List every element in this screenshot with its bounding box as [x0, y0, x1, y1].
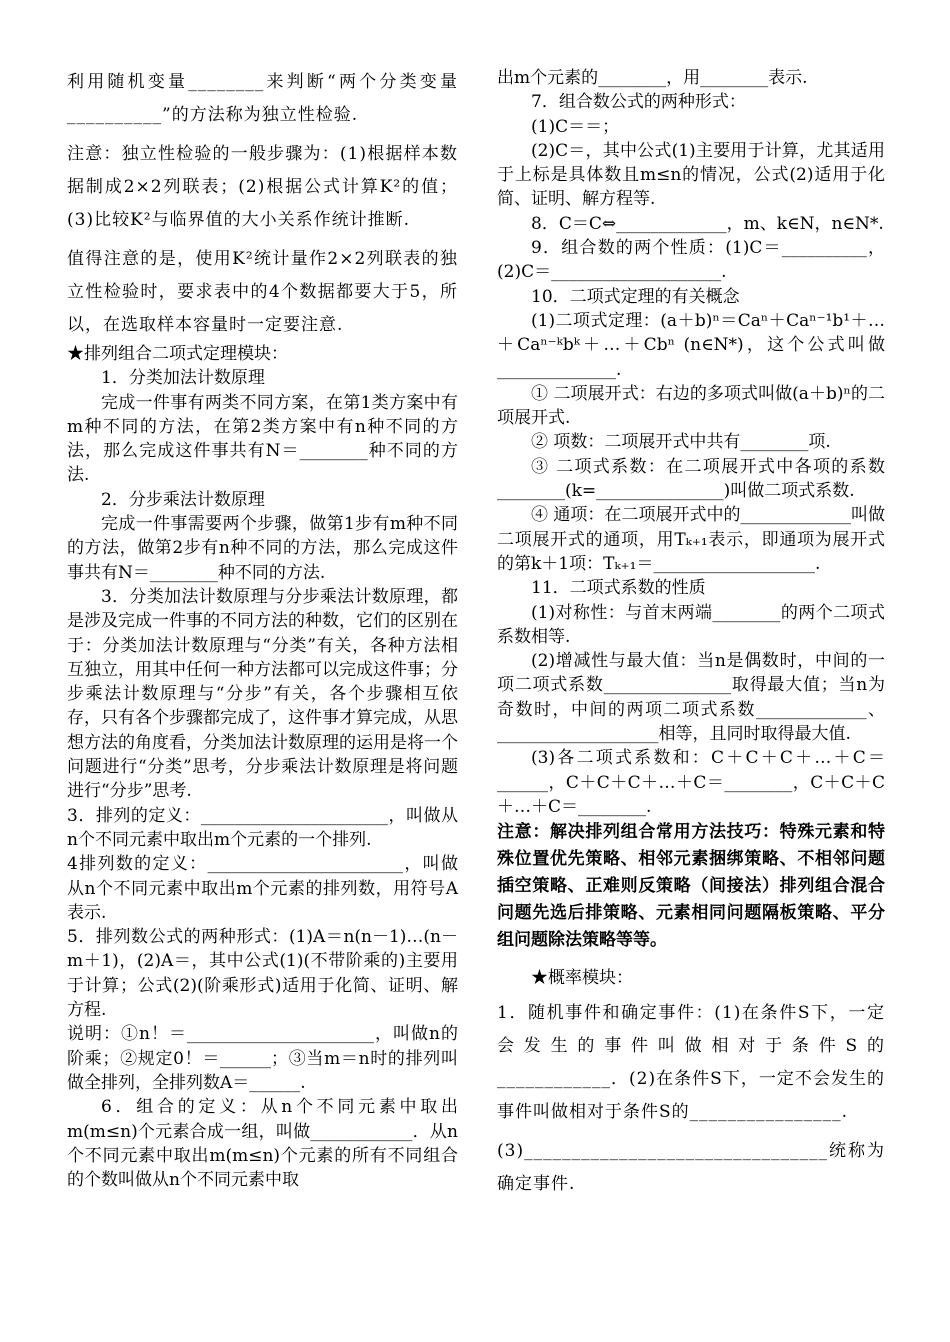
binomial-coefficient: ③ 二项式系数：在二项展开式中各项的系数________(k=_______________)叫做二项式系数.: [497, 456, 885, 502]
left-column: [67, 66, 458, 1192]
binomial-coefficient-properties-title: 11．二项式系数的性质: [531, 578, 706, 599]
factorial-note: 说明：①n！＝______________________，叫做n的阶乘；②规定0！＝______；③当m＝n时的排列叫做全排列，全排列数A＝______.: [67, 1024, 458, 1093]
independence-test-note: 值得注意的是，使用K²统计量作2×2列联表的独立性检验时，要求表中的4个数据都要大于5，所以，在选取样本容量时一定要注意.: [67, 249, 458, 335]
random-certain-events: 1．随机事件和确定事件：(1)在条件S下，一定会发生的事件叫做相对于条件S的____________．(2)在条件S下，一定不会发生的事件叫做相对于条件S的________________.: [497, 1002, 885, 1122]
combination-number-text: 出m个元素的________，用________表示.: [497, 68, 808, 88]
binomial-concepts-title: 10．二项式定理的有关概念: [531, 286, 740, 307]
module-heading-probability: ★概率模块：: [531, 968, 633, 989]
addition-principle-text: 完成一件事有两类不同方案，在第1类方案中有m种不同的方法，在第2类方案中有n种不同的方法，那么完成这件事共有N＝________种不同的方法.: [67, 392, 458, 486]
symmetry-property: (1)对称性：与首末两端________的两个二项式系数相等.: [497, 602, 885, 647]
binomial-theorem: (1)二项式定理：(a＋b)ⁿ＝Caⁿ＋Caⁿ⁻¹b¹＋…＋Caⁿ⁻ᵏbᵏ＋…＋Cbⁿ (n∈N*)，这个公式叫做______________.: [497, 310, 885, 380]
permutation-number-definition: 4排列数的定义：_______________________，叫做从n个不同元素中取出m个元素的排列数，用符号A表示.: [67, 854, 458, 923]
binomial-general-term: ④ 通项：在二项展开式中的_____________叫做二项展开式的通项，用Tₖ₊₁表示，即通项为展开式的第k＋1项：Tₖ₊₁＝___________________.: [497, 505, 885, 574]
addition-principle-title: 1．分类加法计数原理: [101, 368, 265, 389]
independence-test-steps: 注意：独立性检验的一般步骤为：(1)根据样本数据制成2×2列联表；(2)根据公式计算K²的值；(3)比较K²与临界值的大小关系作统计推断.: [67, 144, 458, 230]
combinatorics-strategies-note: 注意：解决排列组合常用方法技巧：特殊元素和特殊位置优先策略、相邻元素捆绑策略、不相邻问题插空策略、正难则反策略（间接法）排列组合混合问题先选后排策略、元素相同问题隔板策略、平分组问题除法策略等等。: [497, 822, 885, 951]
permutation-definition: 3．排列的定义：______________________，叫做从n个不同元素中取出m个元素的一个排列.: [67, 805, 458, 850]
multiplication-principle-text: 完成一件事需要两个步骤，做第1步有m种不同的方法，做第2步有n种不同的方法，那么完成这件事共有N＝________种不同的方法.: [67, 514, 458, 583]
permutation-formulas: 5．排列数公式的两种形式：(1)A＝n(n－1)…(n－m＋1)，(2)A＝，其中公式(1)(不带阶乘的)主要用于计算；公式(2)(阶乘形式)适用于化简、证明、解方程.: [67, 927, 458, 1021]
right-column: [497, 66, 885, 1201]
multiplication-principle-title: 2．分步乘法计数原理: [101, 489, 265, 510]
deterministic-events: (3)________________________________统称为确定事件.: [497, 1140, 885, 1194]
independence-test-definition: 利用随机变量________来判断“两个分类变量__________”的方法称为独立性检验.: [67, 72, 458, 125]
monotonic-max-property: (2)增减性与最大值：当n是偶数时，中间的一项二项式系数_______________取得最大值；当n为奇数时，中间的两项二项式系数_____________、___________________相等，且同时取得最大值.: [497, 651, 885, 745]
module-heading-combinatorics: ★排列组合二项式定理模块：: [67, 344, 288, 364]
binomial-expansion: ① 二项展开式：右边的多项式叫做(a＋b)ⁿ的二项展开式.: [497, 383, 885, 429]
combination-equality: 8．C＝C⇔_____________，m、k∈N，n∈N*.: [531, 213, 884, 234]
combination-formula-title: 7．组合数公式的两种形式：: [531, 92, 746, 113]
principles-comparison: 3．分类加法计数原理与分步乘法计数原理，都是涉及完成一件事的不同方法的种数，它们的区别在于：分类加法计数原理与“分类”有关，各种方法相互独立，用其中任何一种方法都可以完成这件事；分步乘法计数原理与“分步”有关，各个步骤相互依存，只有各个步骤都完成了，这件事才算完成，从思想方法的角度看，分类加法计数原理的运用是将一个问题进行“分类”思考，分步乘法计数原理是将问题进行“分步”思考.: [67, 586, 458, 802]
combination-formula-1: (1)C＝＝；: [531, 116, 620, 137]
binomial-term-count: ② 项数：二项展开式中共有________项.: [531, 432, 831, 453]
combination-definition: 6．组合的定义：从n个不同元素中取出m(m≤n)个元素合成一组，叫做____________．从n个不同元素中取出m(m≤n)个元素的所有不同组合的个数叫做从n个不同元素中取: [67, 1097, 458, 1191]
coefficient-sum-property: (3)各二项式系数和：C＋C＋C＋…＋C＝______，C＋C＋C＋…＋C＝________，C＋C＋C＋…＋C＝________.: [497, 748, 885, 817]
combination-properties: 9．组合数的两个性质：(1)C＝__________，(2)C＝____________________.: [497, 238, 885, 283]
combination-formula-2: (2)C＝，其中公式(1)主要用于计算，尤其适用于上标是具体数且m≤n的情况，公式(2)适用于化简、证明、解方程等.: [497, 140, 885, 210]
